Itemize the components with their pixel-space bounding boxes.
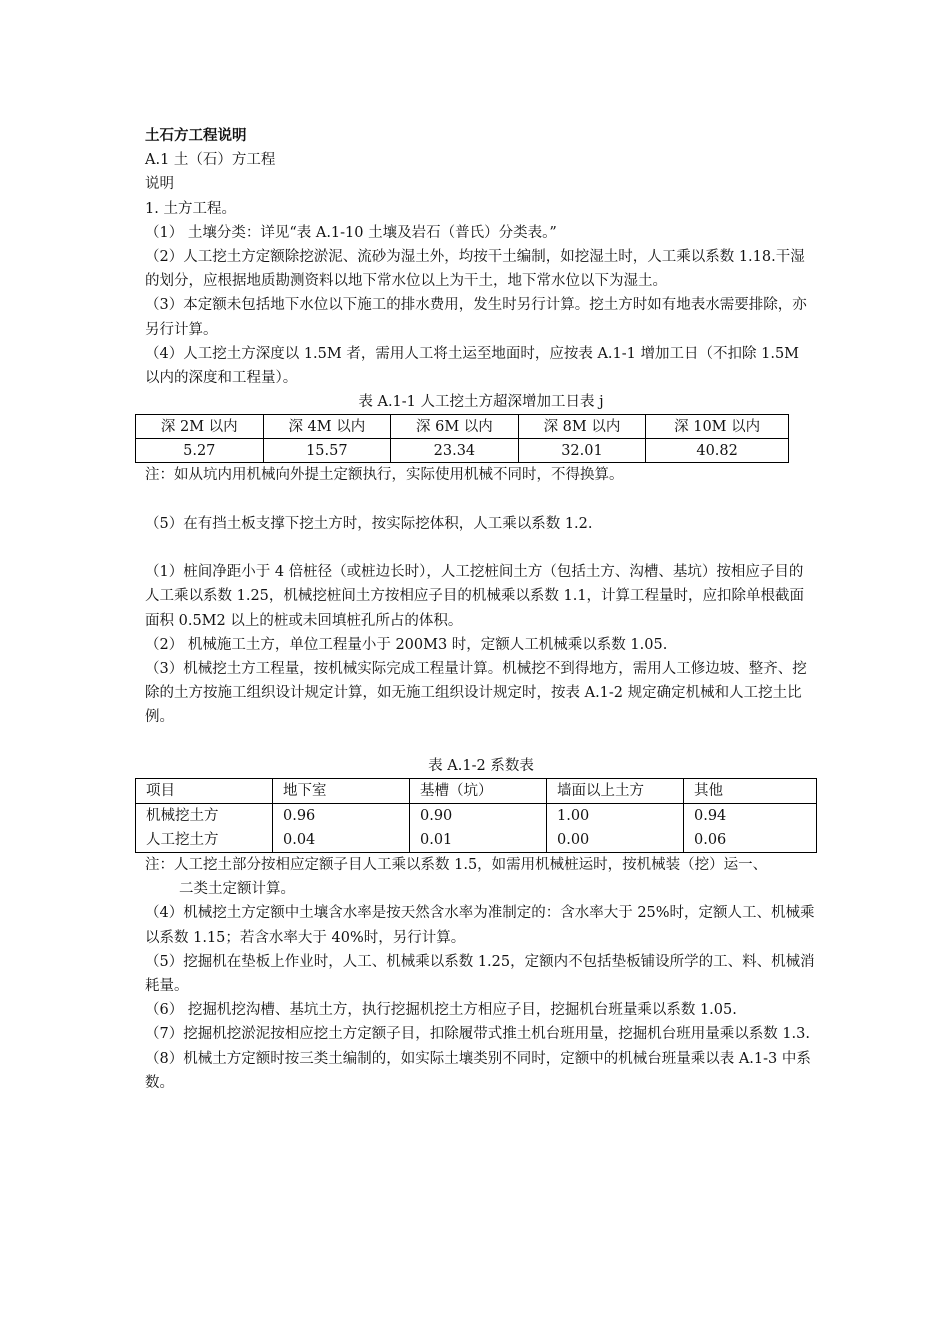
table-cell: 23.34 xyxy=(391,439,519,463)
subtitle: 说明 xyxy=(145,176,174,193)
table-header-cell: 墙面以上土方 xyxy=(547,779,684,804)
paragraph: （8）机械土方定额时按三类土编制的，如实际土壤类别不同时，定额中的机械台班量乘以表 A.1-3 中系数。 xyxy=(145,1050,811,1091)
spacer xyxy=(145,730,817,754)
table-header-cell: 其他 xyxy=(684,779,817,804)
table-cell: 0.90 xyxy=(410,804,547,829)
table-cell: 40.82 xyxy=(646,439,789,463)
table-cell: 0.94 xyxy=(684,804,817,829)
table-note: 注：人工挖土部分按相应定额子目人工乘以系数 1.5，如需用机械桩运时，按机械装（挖）运一、 xyxy=(145,857,768,874)
paragraph: （2）人工挖土方定额除挖淤泥、流砂为湿土外，均按干土编制，如挖湿土时，人工乘以系数 1.18.干湿的划分，应根据地质勘测资料以地下常水位以上为干土，地下常水位以下为湿土。 xyxy=(145,249,805,290)
table-header-cell: 深 6M 以内 xyxy=(391,415,519,439)
table-cell: 0.06 xyxy=(684,828,817,853)
section-heading: A.1 土（石）方工程 xyxy=(145,152,276,169)
table-header-row xyxy=(136,779,817,804)
table-header-cell: 基槽（坑） xyxy=(410,779,547,804)
table-header-cell: 项目 xyxy=(136,779,273,804)
table-cell: 机械挖土方 xyxy=(136,804,273,829)
table-row xyxy=(136,439,789,463)
table-cell: 0.04 xyxy=(273,828,410,853)
table-header-row xyxy=(136,415,789,439)
paragraph: （4）人工挖土方深度以 1.5M 者，需用人工将土运至地面时，应按表 A.1-1 增加工日（不扣除 1.5M 以内的深度和工程量）。 xyxy=(145,345,800,387)
table-cell: 0.00 xyxy=(547,828,684,853)
table-overdepth xyxy=(135,414,789,463)
table-cell: 0.96 xyxy=(273,804,410,829)
table-coefficients xyxy=(135,778,817,853)
table-note: 注：如从坑内用机械向外提土定额执行，实际使用机械不同时，不得换算。 xyxy=(145,467,624,484)
table1-caption: 表 A.1-1 人工挖土方超深增加工日表 j xyxy=(358,394,604,411)
table-cell: 15.57 xyxy=(263,439,391,463)
spacer xyxy=(145,536,817,560)
paragraph: （7）挖掘机挖淤泥按相应挖土方定额子目，扣除履带式推土机台班用量，挖掘机台班用量乘以系数 1.3. xyxy=(145,1026,810,1043)
table-cell: 5.27 xyxy=(136,439,264,463)
paragraph: （1） 土壤分类：详见“表 A.1-10 土壤及岩石（普氏）分类表。” xyxy=(145,224,557,241)
paragraph: （4）机械挖土方定额中土壤含水率是按天然含水率为准制定的：含水率大于 25%时，定额人工、机械乘以系数 1.15；若含水率大于 40%时，另行计算。 xyxy=(145,905,815,946)
item-heading: 1. 土方工程。 xyxy=(145,200,236,217)
paragraph: （3）本定额未包括地下水位以下施工的排水费用，发生时另行计算。挖土方时如有地表水需要排除，亦另行计算。 xyxy=(145,297,807,338)
table-header-cell: 地下室 xyxy=(273,779,410,804)
document-page xyxy=(145,124,817,1095)
table-cell: 人工挖土方 xyxy=(136,828,273,853)
table-note-continued: 二类土定额计算。 xyxy=(179,881,295,898)
table-header-cell: 深 8M 以内 xyxy=(518,415,646,439)
paragraph: （5）在有挡土板支撑下挖土方时，按实际挖体积，人工乘以系数 1.2. xyxy=(145,515,593,532)
table-cell: 32.01 xyxy=(518,439,646,463)
paragraph: （6） 挖掘机挖沟槽、基坑土方，执行挖掘机挖土方相应子目，挖掘机台班量乘以系数 1.05. xyxy=(145,1002,737,1019)
table2-caption: 表 A.1-2 系数表 xyxy=(428,757,534,774)
paragraph: （2） 机械施工土方，单位工程量小于 200M3 时，定额人工机械乘以系数 1.05. xyxy=(145,636,668,653)
table-row xyxy=(136,828,817,853)
table-header-cell: 深 4M 以内 xyxy=(263,415,391,439)
table-cell: 0.01 xyxy=(410,828,547,853)
table-cell: 1.00 xyxy=(547,804,684,829)
table-header-cell: 深 2M 以内 xyxy=(136,415,264,439)
spacer xyxy=(145,488,817,512)
table-header-cell: 深 10M 以内 xyxy=(646,415,789,439)
table-row xyxy=(136,804,817,829)
paragraph: （3）机械挖土方工程量，按机械实际完成工程量计算。机械挖不到得地方，需用人工修边坡、整齐、挖除的土方按施工组织设计规定计算，如无施工组织设计规定时，按表 A.1-2 规定确定机械和人工挖土比例。 xyxy=(145,661,807,726)
paragraph: （1）桩间净距小于 4 倍桩径（或桩边长时），人工挖桩间土方（包括土方、沟槽、基坑）按相应子目的人工乘以系数 1.25，机械挖桩间土方按相应子目的机械乘以系数 1.1，计算工程量时，应扣除单根截面面积 0.5M2 以上的桩或未回填桩孔所占的体积。 xyxy=(145,564,805,629)
paragraph: （5）挖掘机在垫板上作业时，人工、机械乘以系数 1.25，定额内不包括垫板铺设所学的工、料、机械消耗量。 xyxy=(145,953,815,995)
document-title: 土石方工程说明 xyxy=(145,127,247,144)
